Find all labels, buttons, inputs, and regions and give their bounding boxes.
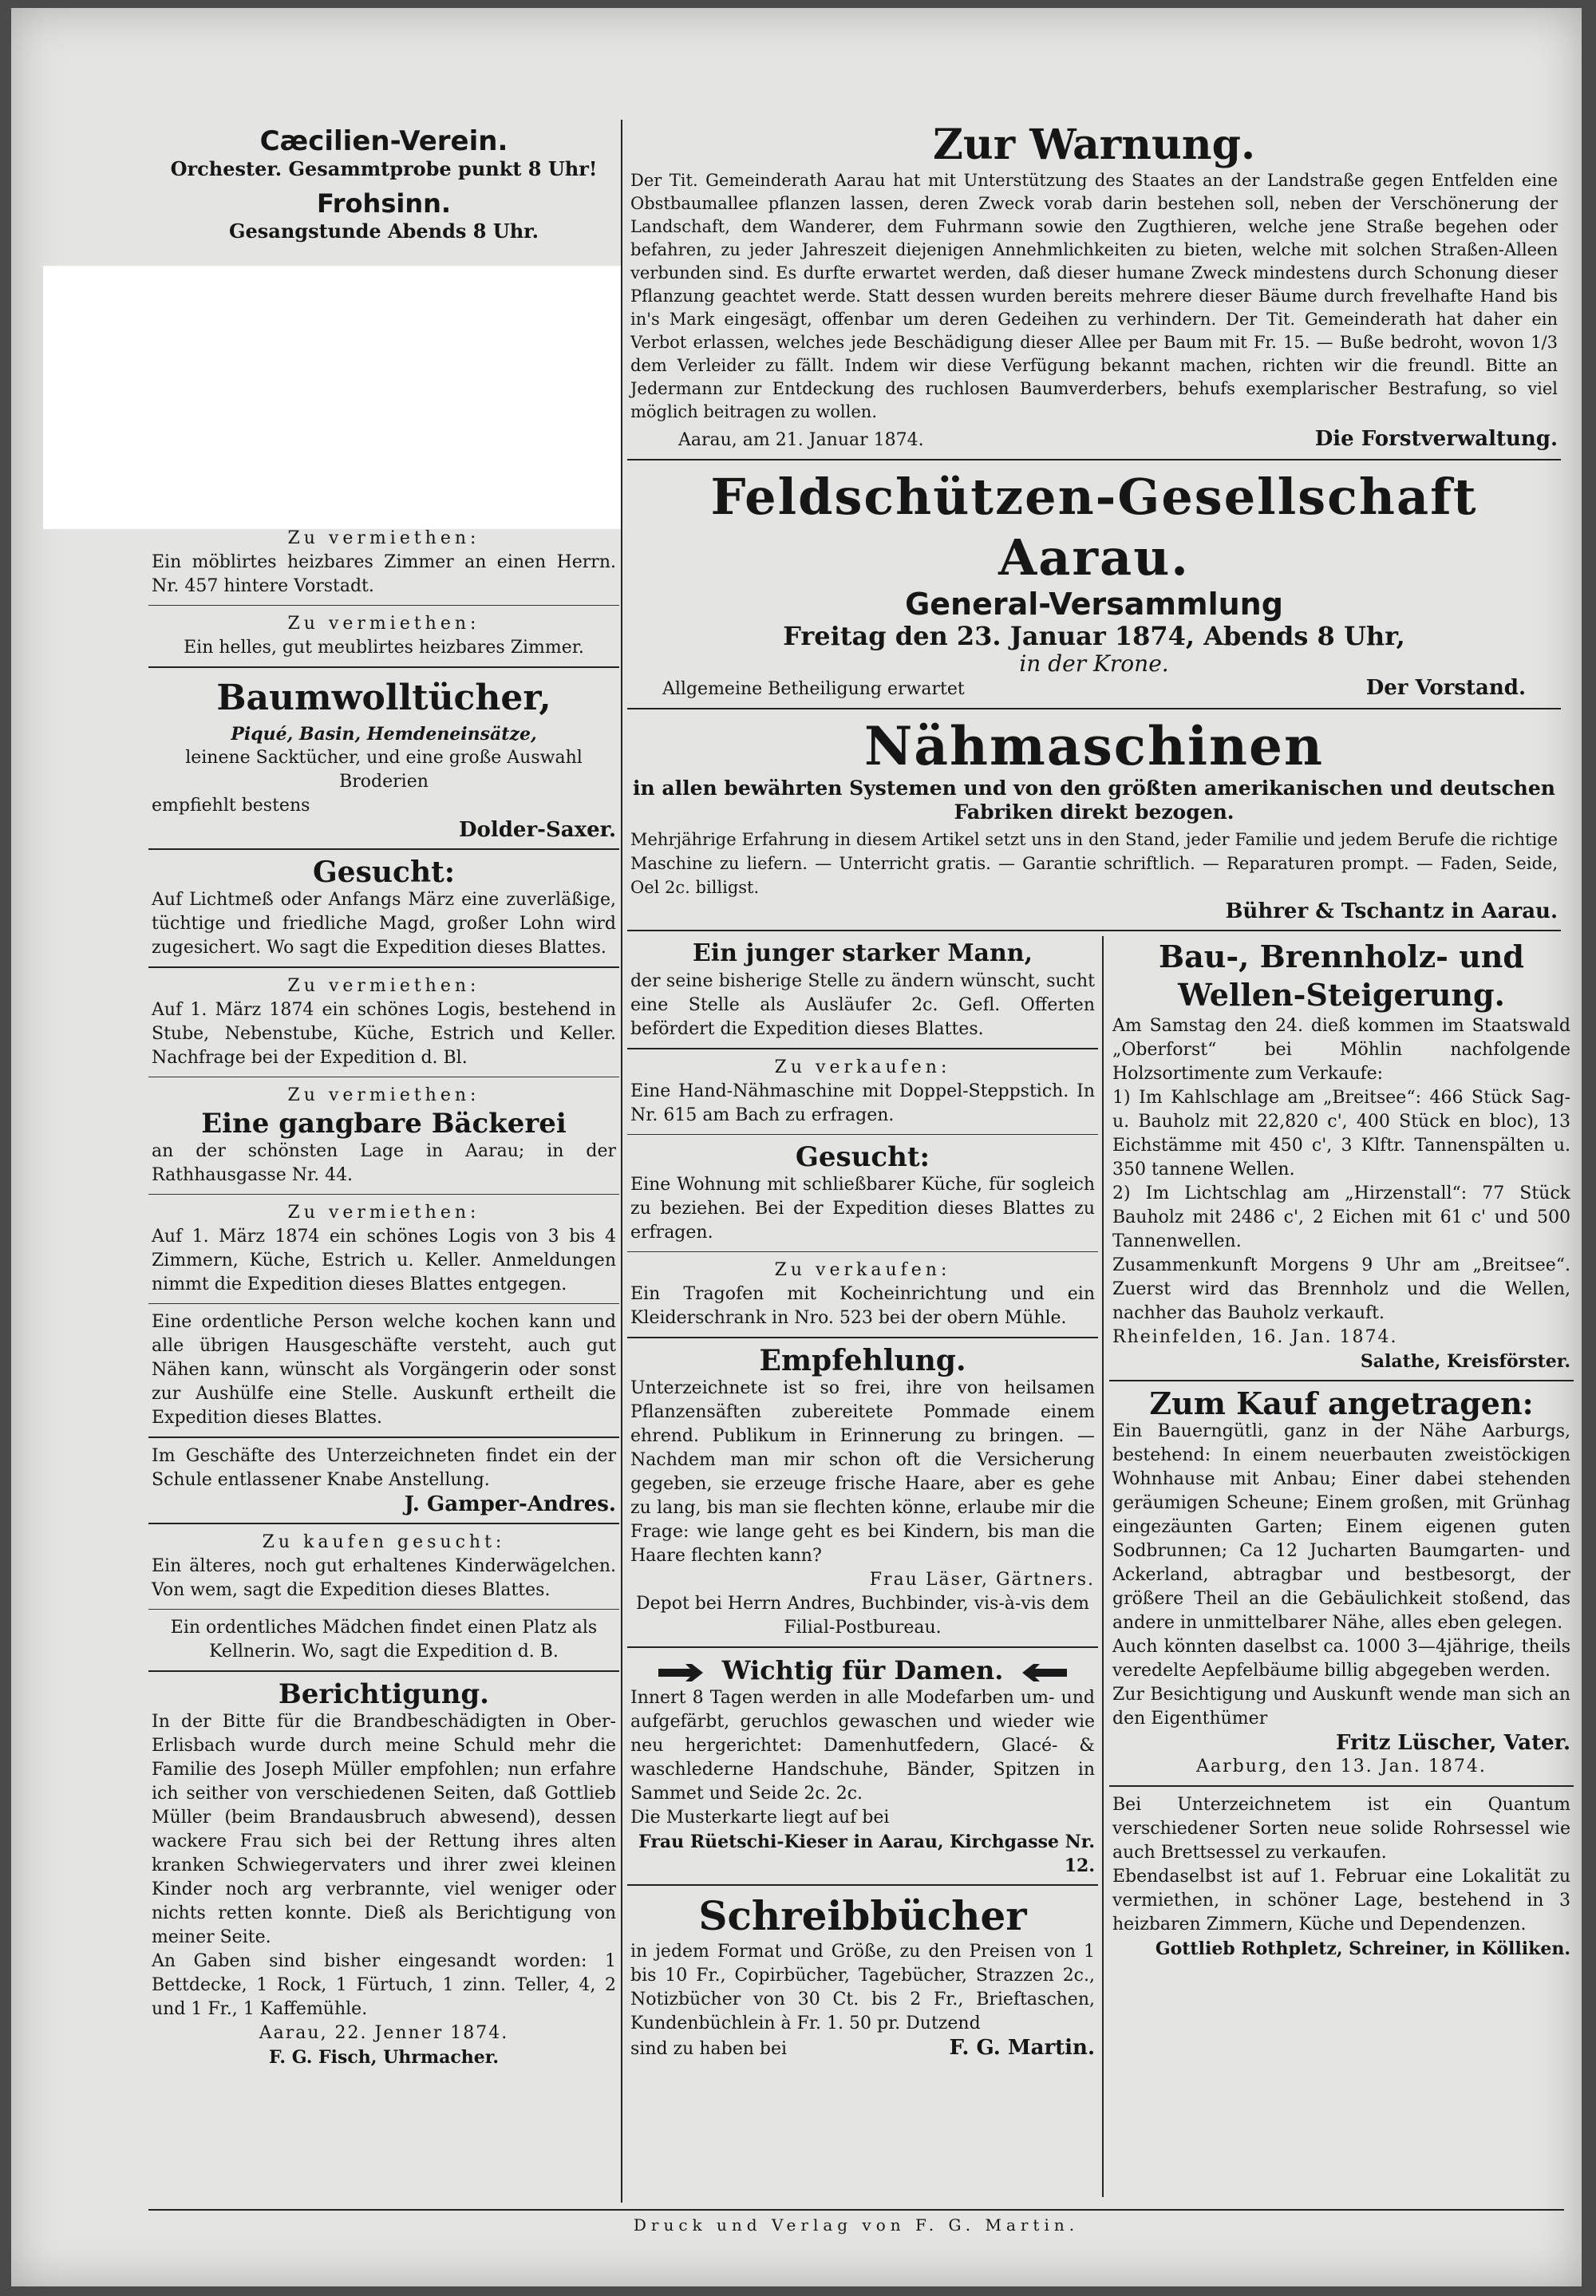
baumwoll-title: Baumwolltücher, [216, 678, 551, 718]
ad-kellnerin [148, 1614, 619, 1666]
feld-place: in der Krone. [1019, 650, 1169, 677]
rohr-sign: Gottlieb Rothpletz, Schreiner, in Kölliken. [1155, 1938, 1570, 1959]
gesucht2-title: Gesucht: [795, 1141, 930, 1173]
column-divider [621, 120, 622, 2203]
rohr-text: Bei Unterzeichnetem ist ein Quantum verschiedener Sorten neue solide Rohrsessel wie auch Brettsessel zu verkaufen. [1112, 1795, 1570, 1863]
schreib-end: sind zu haben bei [630, 2039, 788, 2059]
ad-empfehlung [627, 1343, 1098, 1642]
redacted-block [43, 266, 622, 529]
bericht-text: In der Bitte für die Brandbeschädigten in Ober-Erlisbach wurde durch meine Schuld mehr die Familie des Joseph Müller empfohlen; nun erfahre ich seither von verschiedenen Seiten, daß Gottlieb Müller (beim Brandausbruch abwesend), dessen wackere Frau sich bei der Rettung ihres alten kranken Schwiegervaters und ihrer zwei kleinen Kinder noch arg verbrannte, viel weniger oder nichts retten konnte. Dieß als Berichtigung von meiner Seite. [152, 1712, 616, 1947]
caecilien-line: Orchester. Gesammtprobe punkt 8 Uhr! [170, 157, 598, 180]
bau-item2: 2) Im Lichtschlag am „Hirzenstall“: 77 Stück Bauholz mit 2486 c', 2 Eichen mit 61 c' und 500 Tannenwellen. [1112, 1184, 1570, 1251]
ad-berichtigung [148, 1677, 619, 2071]
zimmer1-head: Zu vermiethen: [287, 528, 480, 548]
bau-sign: Salathe, Kreisförster. [1360, 1351, 1570, 1372]
ad-caecilien [148, 124, 619, 183]
kauf-text2: Auch könnten daselbst ca. 1000 3—4jährige, theils veredelte Aepfelbäume billig abgegeben werden. [1112, 1637, 1570, 1681]
schreib-title: Schreibbücher [698, 1892, 1027, 1939]
ad-frohsinn [148, 186, 619, 245]
subcolumn-divider [1102, 936, 1104, 2197]
ad-baeckerei [148, 1082, 619, 1189]
ad-kauf [1109, 1386, 1574, 1780]
zimmer2-text: Ein helles, gut meublirtes heizbares Zimmer. [184, 638, 584, 658]
zimmer1-text: Ein möblirtes heizbares Zimmer an einen Herrn. Nr. 457 hintere Vorstadt. [152, 552, 616, 596]
bericht-date: Aarau, 22. Jenner 1874. [259, 2023, 509, 2043]
warnung-sign: Die Forstverwaltung. [1314, 427, 1558, 451]
left-column [148, 124, 619, 245]
ad-knabe [148, 1443, 619, 1518]
mann-title: Ein junger starker Mann, [692, 939, 1033, 967]
gesucht1-title: Gesucht: [312, 856, 456, 889]
empf-sign: Frau Läser, Gärtners. [869, 1570, 1095, 1590]
ad-person [148, 1309, 619, 1432]
schreib-text: in jedem Format und Größe, zu den Preisen von 1 bis 10 Fr., Copirbücher, Tagebücher, Strazzen 2c., Notizbücher von 30 Ct. bis 2 Fr., Brieftaschen, Kundenbüchlein à Fr. 1. 50 pr. Dutzend [630, 1942, 1095, 2033]
baeckerei-head: Zu vermiethen: [287, 1085, 480, 1105]
bau-title: Bau-, Brennholz- und Wellen-Steigerung. [1159, 939, 1524, 1013]
trag-head: Zu verkaufen: [774, 1260, 951, 1280]
damen-text: Innert 8 Tagen werden in alle Modefarben um- und aufgefärbt, geruchlos gewaschen und wieder wie neu hergerichtet: Damenhutfedern, Glacé- & waschlederne Handschuhe, Bänder, Spitzen in Sammet und Seide 2c. 2c. [630, 1688, 1095, 1804]
feld-date: Freitag den 23. Januar 1874, Abends 8 Uhr, [783, 621, 1405, 651]
ad-warnung [627, 120, 1561, 454]
frohsinn-line: Gesangstunde Abends 8 Uhr. [229, 219, 539, 243]
baeckerei-text: an der schönsten Lage in Aarau; in der Rathhausgasse Nr. 44. [152, 1141, 616, 1185]
caecilien-title: Cæcilien-Verein. [259, 125, 508, 157]
logis2-text: Auf 1. März 1874 ein schönes Logis von 3 bis 4 Zimmern, Küche, Estrich u. Keller. Anmeldungen nimmt die Expedition dieses Blattes entgegen. [152, 1227, 616, 1294]
naeh-sign: Bührer & Tschantz in Aarau. [1225, 899, 1558, 923]
baumwoll-sign: Dolder-Saxer. [458, 818, 616, 842]
ad-logis2 [148, 1199, 619, 1298]
hand-text: Eine Hand-Nähmaschine mit Doppel-Steppstich. In Nr. 615 am Bach zu erfragen. [630, 1081, 1095, 1125]
kauf-text3: Zur Besichtigung und Auskunft wende man sich an den Eigenthümer [1112, 1685, 1570, 1729]
imprint: Druck und Verlag von F. G. Martin. [148, 2209, 1564, 2235]
ad-tragofen [627, 1257, 1098, 1332]
kellnerin-text: Ein ordentliches Mädchen findet einen Platz als Kellnerin. Wo, sagt die Expedition d. B. [170, 1618, 598, 1662]
frohsinn-title: Frohsinn. [316, 188, 452, 219]
bau-date: Rheinfelden, 16. Jan. 1874. [1112, 1327, 1398, 1347]
ad-mann [627, 936, 1098, 1043]
knabe-sign: J. Gamper-Andres. [404, 1492, 616, 1516]
ad-hand [627, 1054, 1098, 1129]
damen-text2: Die Musterkarte liegt auf bei [630, 1808, 890, 1828]
warnung-title: Zur Warnung. [932, 121, 1256, 169]
feld-title: Feldschützen-Gesellschaft Aarau. [710, 468, 1478, 587]
bericht-title: Berichtigung. [278, 1678, 490, 1710]
ad-kinderwagen [148, 1529, 619, 1604]
naeh-title: Nähmaschinen [863, 715, 1325, 777]
rohr-text2: Ebendaselbst ist auf 1. Februar eine Lokalität zu vermiethen, in schöner Lage, bestehend in 3 heizbaren Zimmern, Küche und Dependenzen. [1112, 1867, 1570, 1934]
right-mid-column [627, 936, 1098, 2063]
kinderwagen-head: Zu kaufen gesucht: [262, 1532, 506, 1552]
bericht-text2: An Gaben sind bisher eingesandt worden: 1 Bettdecke, 1 Rock, 1 Fürtuch, 1 zinn. Teller, 4, 2 und 1 Fr., 1 Kaffemühle. [152, 1951, 616, 2019]
baumwoll-line1: Piqué, Basin, Hemdeneinsätze, [231, 724, 537, 745]
person-text: Eine ordentliche Person welche kochen kann und alle übrigen Hausgeschäfte versteht, auch gut Nähen kann, wünscht als Vorgängerin oder sonst zur Aushülfe eine Stelle. Auskunft ertheilt die Expedition dieses Blattes. [152, 1312, 616, 1428]
kauf-date: Aarburg, den 13. Jan. 1874. [1196, 1757, 1487, 1776]
logis1-head: Zu vermiethen: [287, 976, 480, 996]
ad-gesucht1 [148, 855, 619, 962]
bau-text: Am Samstag den 24. dieß kommen im Staatswald „Oberforst“ bei Möhlin nachfolgende Holzsortimente zum Verkaufe: [1112, 1016, 1570, 1084]
damen-sign: Frau Rüetschi-Kieser in Aarau, Kirchgasse Nr. 12. [638, 1832, 1095, 1876]
newspaper-page [11, 8, 1582, 2286]
logis2-head: Zu vermiethen: [287, 1203, 480, 1223]
schreib-sign: F. G. Martin. [949, 2036, 1095, 2060]
feld-sign: Der Vorstand. [1365, 676, 1526, 700]
ad-logis1 [148, 973, 619, 1072]
kauf-sign: Fritz Lüscher, Vater. [1336, 1731, 1570, 1755]
baumwoll-line2: leinene Sacktücher, und eine große Auswahl Broderien [185, 748, 583, 792]
ad-schreib [627, 1891, 1098, 2063]
feld-line: Allgemeine Betheiligung erwartet [662, 679, 965, 699]
hand-head: Zu verkaufen: [774, 1057, 951, 1077]
pointing-hand-right-icon [657, 1662, 713, 1683]
gesucht2-text: Eine Wohnung mit schließbarer Küche, für sogleich zu beziehen. Bei der Expedition dieses Blattes zu erfragen. [630, 1175, 1095, 1243]
knabe-text: Im Geschäfte des Unterzeichneten findet ein der Schule entlassener Knabe Anstellung. [152, 1446, 616, 1490]
ad-zimmer1 [148, 525, 619, 600]
naeh-text: Mehrjährige Erfahrung in diesem Artikel setzt uns in den Stand, jeder Familie und jedem Berufe die richtige Maschine zu liefern. — Unterricht gratis. — Garantie schriftlich. — Reparaturen prompt. — Faden, Seide, Oel 2c. billigst. [630, 830, 1558, 897]
empf-text: Unterzeichnete ist so frei, ihre von heilsamen Pflanzensäften zubereitete Pommade einem ehrend. Publikum in Erinnerung zu bringen. — Nachdem man mir schon oft die Versicherung gegeben, sie erzeuge frische Haare, aber es gehe zu lang, bis man sie flechten könne, erlaube mir die Frage: wie lange geht es bei Kindern, bis man die Haare flechten kann? [630, 1378, 1095, 1566]
bau-text2: Zusammenkunft Morgens 9 Uhr am „Breitsee“. Zuerst wird das Brennholz und die Wellen, nachher das Bauholz verkauft. [1112, 1255, 1570, 1323]
damen-title: Wichtig für Damen. [721, 1655, 1004, 1685]
ad-baumwoll [148, 673, 619, 844]
mann-text: der seine bisherige Stelle zu ändern wünscht, sucht eine Stelle als Ausläufer 2c. Gefl. Offerten befördert die Expedition dieses Blattes. [630, 971, 1095, 1039]
left-column-lower [148, 525, 619, 2071]
baeckerei-title: Eine gangbare Bäckerei [201, 1108, 567, 1140]
damen-header [630, 1654, 1095, 1686]
ad-rohrsessel [1109, 1792, 1574, 1962]
naeh-sub: in allen bewährten Systemen und von den größten amerikanischen und deutschen Fabriken direkt bezogen. [633, 777, 1555, 824]
gesucht1-text: Auf Lichtmeß oder Anfangs März eine zuverläßige, tüchtige und friedliche Magd, großer Lohn wird zugesichert. Wo sagt die Expedition dieses Blattes. [152, 890, 616, 958]
kauf-title: Zum Kauf angetragen: [1149, 1385, 1534, 1421]
trag-text: Ein Tragofen mit Kocheinrichtung und ein Kleiderschrank in Nro. 523 bei der obern Mühle. [630, 1284, 1095, 1328]
logis1-text: Auf 1. März 1874 ein schönes Logis, bestehend in Stube, Nebenstube, Küche, Estrich und Keller. Nachfrage bei der Expedition d. Bl. [152, 1000, 616, 1068]
ad-damen [627, 1653, 1098, 1879]
feld-sub: General-Versammlung [905, 587, 1283, 622]
ad-naehmaschinen [627, 714, 1561, 925]
right-column [627, 120, 1570, 2213]
ad-zimmer2 [148, 611, 619, 662]
pointing-hand-left-icon [1013, 1662, 1069, 1683]
bau-item1: 1) Im Kahlschlage am „Breitsee“: 466 Stück Sag- u. Bauholz mit 22,820 c', 400 Stück en bloc), 13 Eichstämme mit 450 c', 3 Klftr. Tannenspälten u. 350 tannene Wellen. [1112, 1088, 1570, 1180]
ad-feldschuetzen [627, 465, 1561, 703]
zimmer2-head: Zu vermiethen: [287, 614, 480, 634]
kinderwagen-text: Ein älteres, noch gut erhaltenes Kinderwägelchen. Von wem, sagt die Expedition dieses Blattes. [152, 1556, 616, 1600]
ad-gesucht2 [627, 1140, 1098, 1247]
right-right-column [1109, 936, 1574, 1962]
baumwoll-line3: empfiehlt bestens [152, 796, 310, 816]
empf-title: Empfehlung. [759, 1344, 966, 1377]
empf-depot: Depot bei Herrn Andres, Buchbinder, vis-à-vis dem Filial-Postbureau. [635, 1594, 1090, 1638]
kauf-text: Ein Bauerngütli, ganz in der Nähe Aarburgs, bestehend: In einem neuerbauten zweistöckigen Wohnhause mit Anbau; Einer dabei stehenden geräumigen Scheune; Einem großen, mit Grünhag eingezäunten Garten; Einem eigenen guten Sodbrunnen; Ca 12 Jucharten Baumgarten- und Ackerland, abtragbar und bestbesorgt, der größere Theil an die Gebäulichkeit stoßend, das andere in unmittelbarer Nähe, alles eben gelegen. [1112, 1421, 1570, 1633]
ad-bau [1109, 936, 1574, 1375]
warnung-text: Der Tit. Gemeinderath Aarau hat mit Unterstützung des Staates an der Landstraße gegen Entfelden eine Obstbaumallee pflanzen lassen, deren Zweck vorab darin bestehen soll, neben der Verschönerung der Landschaft, dem Wanderer, dem Fuhrmann sowie den Zugthieren, welche jene Straße begehen oder befahren, zu jeder Jahreszeit diejenigen Annehmlichkeiten zu bieten, welche mit solchen Straßen-Alleen verbunden sind. Es durfte erwartet werden, daß dieser humane Zweck mindestens durch Schonung dieser Pflanzung geachtet werde. Statt dessen wurden bereits mehrere dieser Bäume durch frevelhafte Hand bis in's Mark eingesägt, offenbar um deren Gedeihen zu verhindern. Der Tit. Gemeinderath hat daher ein Verbot erlassen, welches jede Beschädigung dieser Allee per Baum mit Fr. 15. — Buße bedroht, wovon 1/3 dem Verleider zu fällt. Indem wir diese Verfügung bekannt machen, richten wir die freundl. Bitte an Jedermann zur Entdeckung des ruchlosen Baumverderbers, behufs exemplarischer Bestrafung, so viel möglich beitragen zu wollen. [630, 171, 1558, 421]
bericht-sign: F. G. Fisch, Uhrmacher. [268, 2047, 500, 2068]
warnung-date: Aarau, am 21. Januar 1874. [678, 430, 924, 450]
